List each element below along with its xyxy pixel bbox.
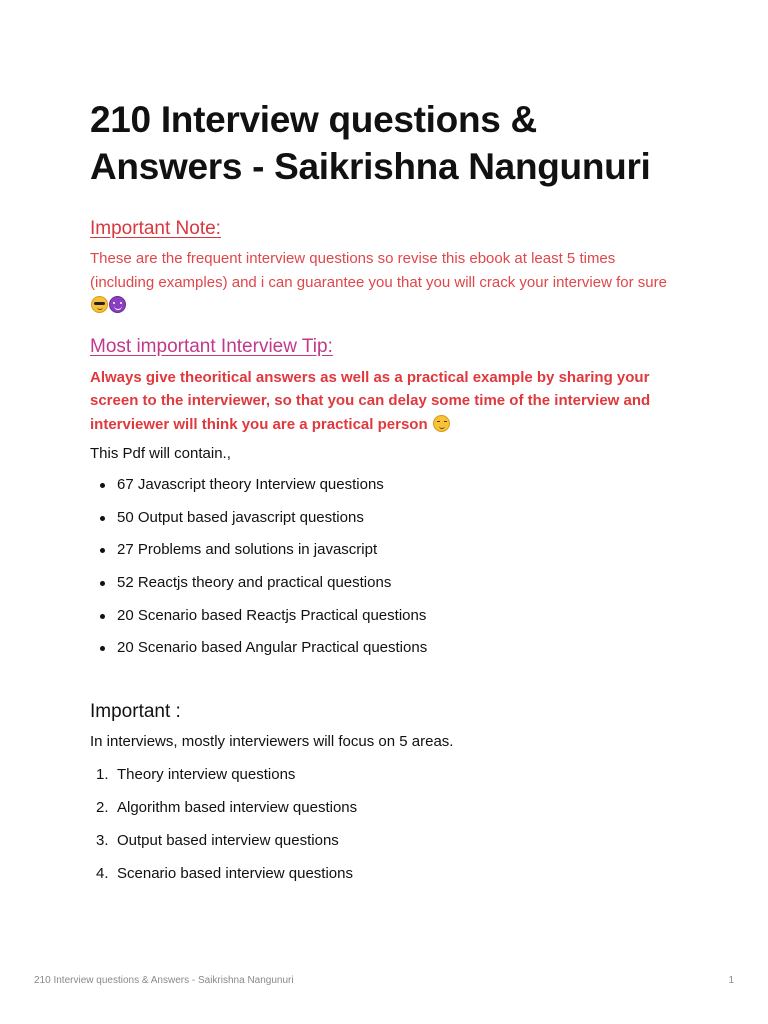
important-note-text: These are the frequent interview questions so revise this ebook at least 5 times (including examples) and i can guarantee you that you will crack your interview for sure [90, 250, 667, 291]
list-item-text: Output based interview questions [117, 831, 339, 849]
document-title [90, 96, 690, 190]
list-item-text: 52 Reactjs theory and practical questions [117, 574, 392, 592]
list-item [90, 572, 690, 594]
contents-list [90, 474, 690, 659]
smiling-face-with-sunglasses-icon [91, 296, 108, 313]
list-item [90, 507, 690, 529]
list-number: 2. [96, 799, 109, 817]
bullet-icon [100, 581, 105, 586]
areas-intro: In interviews, mostly interviewers will focus on 5 areas. [90, 733, 454, 751]
list-item-text: Algorithm based interview questions [117, 799, 358, 817]
title-line-2: Answers - Saikrishna Nangunuri [90, 146, 651, 187]
bullet-icon [100, 646, 105, 651]
list-item [90, 830, 690, 852]
bullet-icon [100, 548, 105, 553]
list-item-text: 20 Scenario based Reactjs Practical questions [117, 606, 427, 624]
interview-tip-body [90, 366, 690, 437]
list-item [90, 539, 690, 561]
bullet-icon [100, 483, 105, 488]
important-note-body [90, 247, 682, 318]
list-item [90, 863, 690, 885]
list-number: 4. [96, 864, 109, 882]
footer-document-title: 210 Interview questions & Answers - Saikrishna Nangunuri [34, 975, 294, 986]
list-item [90, 637, 690, 659]
title-line-1: 210 Interview questions & [90, 99, 537, 140]
areas-list [90, 764, 690, 884]
list-item-text: 67 Javascript theory Interview questions [117, 476, 384, 493]
list-number: 1. [96, 766, 109, 784]
list-item [90, 764, 690, 786]
important-note-heading: Important Note: [90, 218, 221, 239]
list-item [90, 797, 690, 819]
contents-intro: This Pdf will contain., [90, 445, 231, 462]
bullet-icon [100, 614, 105, 619]
list-item [90, 605, 690, 627]
footer-page-number: 1 [728, 975, 734, 986]
list-item [90, 474, 690, 496]
list-item-text: 20 Scenario based Angular Practical questions [117, 639, 428, 657]
document-page [90, 96, 690, 895]
list-number: 3. [96, 831, 109, 849]
bullet-icon [100, 516, 105, 521]
interview-tip-heading: Most important Interview Tip: [90, 335, 333, 357]
important-heading: Important : [90, 701, 181, 723]
interview-tip-text: Always give theoritical answers as well as a practical example by sharing your screen to the interviewer, so that you can delay some time of the interview and interviewer will think you are a practical person [90, 368, 651, 433]
smiling-devil-icon [109, 296, 126, 313]
winking-face-icon [433, 415, 450, 432]
list-item-text: 50 Output based javascript questions [117, 508, 364, 526]
list-item-text: Theory interview questions [117, 766, 296, 784]
list-item-text: 27 Problems and solutions in javascript [117, 541, 378, 559]
list-item-text: Scenario based interview questions [117, 864, 353, 882]
